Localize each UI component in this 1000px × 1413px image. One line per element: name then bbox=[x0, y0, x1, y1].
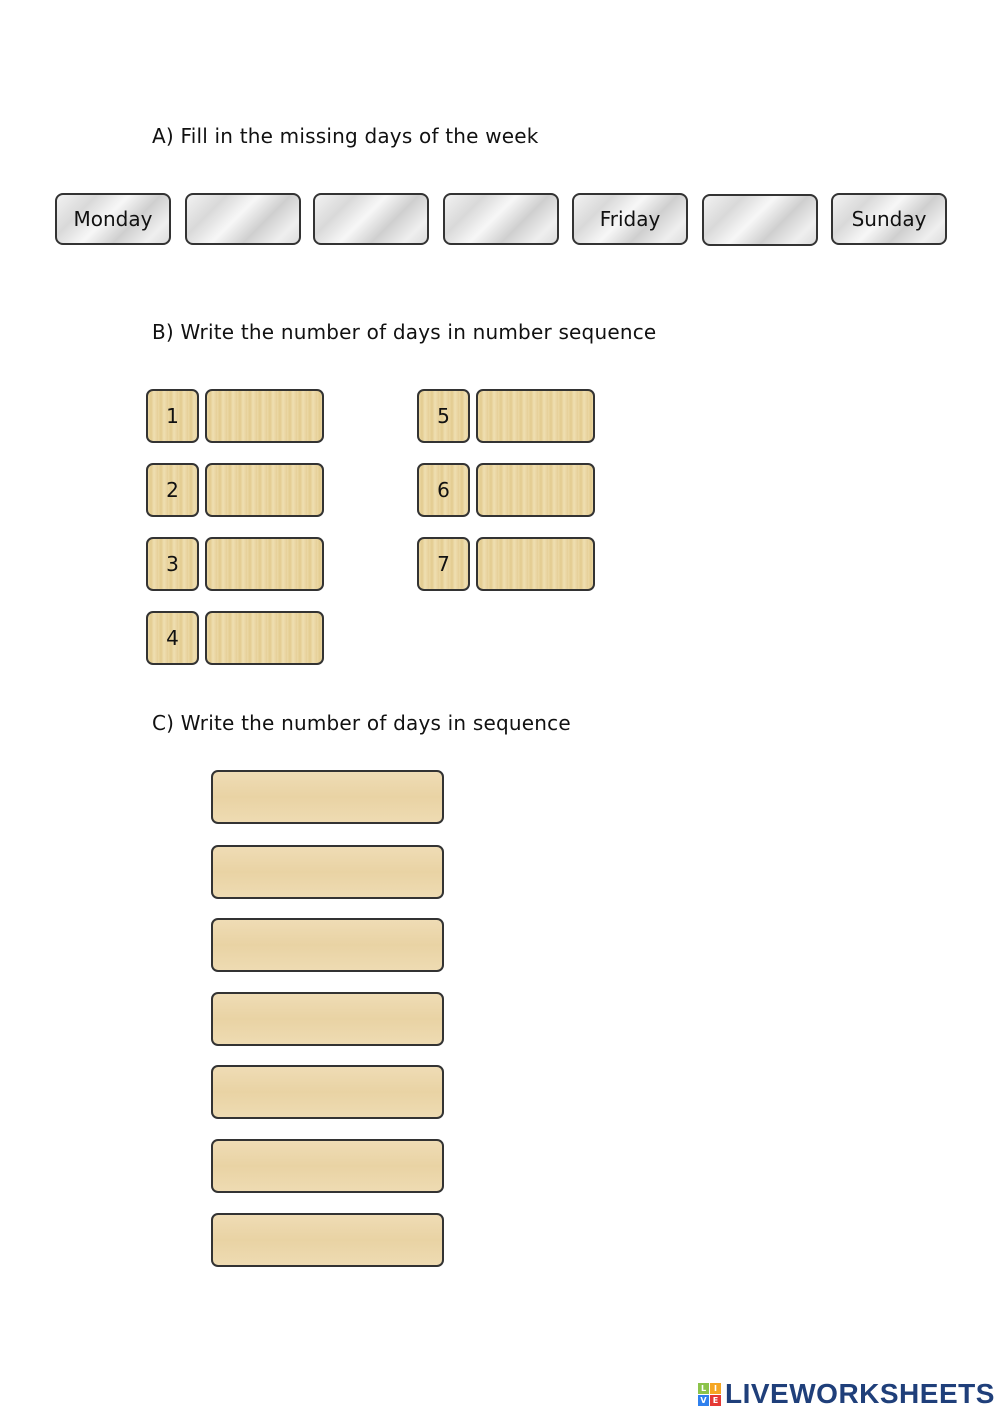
sequence-input-7[interactable] bbox=[211, 1213, 444, 1267]
number-label-4: 4 bbox=[146, 611, 199, 665]
liveworksheets-logo bbox=[698, 1378, 995, 1410]
number-label-2: 2 bbox=[146, 463, 199, 517]
sequence-input-4[interactable] bbox=[211, 992, 444, 1046]
sequence-input-5[interactable] bbox=[211, 1065, 444, 1119]
section-b-heading: B) Write the number of days in number sequence bbox=[152, 320, 657, 344]
day-input-4[interactable] bbox=[443, 193, 559, 245]
sequence-input-3[interactable] bbox=[211, 918, 444, 972]
day-box-7: Sunday bbox=[831, 193, 947, 245]
number-input-7[interactable] bbox=[476, 537, 595, 591]
number-input-2[interactable] bbox=[205, 463, 324, 517]
logo-letter: I bbox=[710, 1383, 721, 1394]
sequence-input-1[interactable] bbox=[211, 770, 444, 824]
logo-letter: L bbox=[698, 1383, 709, 1394]
logo-letter: E bbox=[710, 1395, 721, 1406]
number-input-1[interactable] bbox=[205, 389, 324, 443]
logo-icon bbox=[698, 1383, 721, 1406]
day-input-2[interactable] bbox=[185, 193, 301, 245]
number-input-6[interactable] bbox=[476, 463, 595, 517]
day-box-1: Monday bbox=[55, 193, 171, 245]
section-a-heading: A) Fill in the missing days of the week bbox=[152, 124, 539, 148]
number-label-7: 7 bbox=[417, 537, 470, 591]
sequence-input-6[interactable] bbox=[211, 1139, 444, 1193]
section-c-heading: C) Write the number of days in sequence bbox=[152, 711, 571, 735]
number-label-5: 5 bbox=[417, 389, 470, 443]
number-input-5[interactable] bbox=[476, 389, 595, 443]
logo-letter: V bbox=[698, 1395, 709, 1406]
day-input-6[interactable] bbox=[702, 194, 818, 246]
number-input-3[interactable] bbox=[205, 537, 324, 591]
number-label-6: 6 bbox=[417, 463, 470, 517]
sequence-input-2[interactable] bbox=[211, 845, 444, 899]
day-box-5: Friday bbox=[572, 193, 688, 245]
number-label-3: 3 bbox=[146, 537, 199, 591]
number-label-1: 1 bbox=[146, 389, 199, 443]
logo-text: LIVEWORKSHEETS bbox=[725, 1378, 995, 1409]
day-input-3[interactable] bbox=[313, 193, 429, 245]
number-input-4[interactable] bbox=[205, 611, 324, 665]
